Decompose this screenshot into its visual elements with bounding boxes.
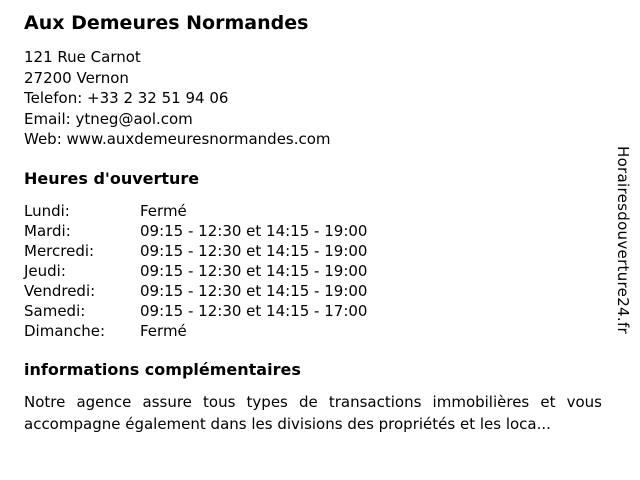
additional-info-heading: informations complémentaires xyxy=(24,359,301,379)
day-hours: Fermé xyxy=(140,201,187,220)
opening-hours-table xyxy=(24,201,602,341)
hours-row-sunday xyxy=(24,321,602,341)
hours-row-monday xyxy=(24,201,602,221)
day-label: Mardi: xyxy=(24,221,71,240)
day-hours: Fermé xyxy=(140,321,187,340)
hours-row-wednesday xyxy=(24,241,602,261)
day-hours: 09:15 - 12:30 et 14:15 - 19:00 xyxy=(140,241,368,260)
day-label: Samedi: xyxy=(24,301,86,320)
address-city: 27200 Vernon xyxy=(24,68,129,87)
day-hours: 09:15 - 12:30 et 14:15 - 17:00 xyxy=(140,301,368,320)
day-hours: 09:15 - 12:30 et 14:15 - 19:00 xyxy=(140,261,368,280)
phone-line: Telefon: +33 2 32 51 94 06 xyxy=(24,89,229,107)
business-listing xyxy=(24,12,602,436)
hours-row-friday xyxy=(24,281,602,301)
day-label: Lundi: xyxy=(24,201,70,220)
contact-block xyxy=(24,47,602,150)
watermark-site-name: Horairesdouverture24.fr xyxy=(614,146,632,334)
address-street: 121 Rue Carnot xyxy=(24,48,141,66)
opening-hours-heading: Heures d'ouverture xyxy=(24,168,200,188)
email-line: Email: ytneg@aol.com xyxy=(24,109,193,128)
day-hours: 09:15 - 12:30 et 14:15 - 19:00 xyxy=(140,221,368,240)
hours-row-tuesday xyxy=(24,221,602,241)
day-label: Dimanche: xyxy=(24,321,106,340)
day-label: Vendredi: xyxy=(24,281,96,300)
business-name: Aux Demeures Normandes xyxy=(24,12,309,34)
day-label: Jeudi: xyxy=(24,261,66,280)
day-hours: 09:15 - 12:30 et 14:15 - 19:00 xyxy=(140,281,368,300)
day-label: Mercredi: xyxy=(24,241,95,260)
website-line: Web: www.auxdemeuresnormandes.com xyxy=(24,130,331,148)
additional-info-text: Notre agence assure tous types de transactions immobilières et vous accompagne également dans les divisions des propriétés et les loca... xyxy=(24,392,602,433)
hours-row-saturday xyxy=(24,301,602,321)
hours-row-thursday xyxy=(24,261,602,281)
